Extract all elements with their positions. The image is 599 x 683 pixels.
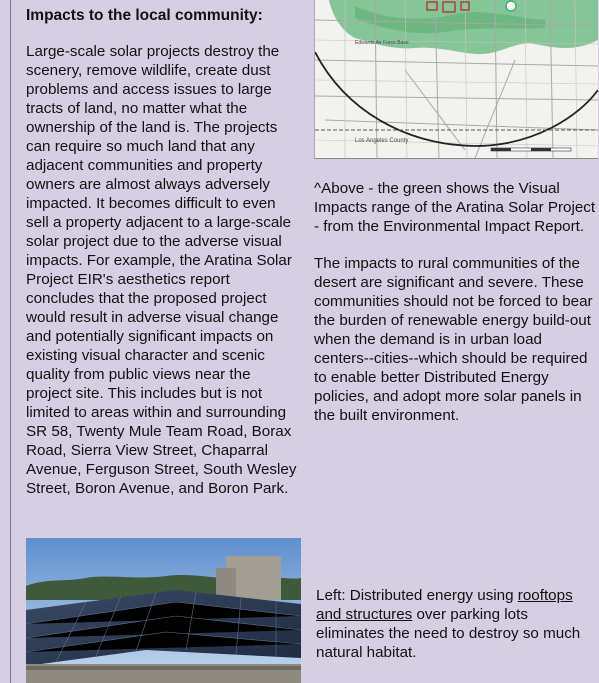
parking-solar-photo [26, 538, 301, 683]
left-border-rule [10, 0, 11, 683]
map-caption: ^Above - the green shows the Visual Impacts range of the Aratina Solar Project - from the Environmental Impact Report. [314, 180, 596, 235]
section-heading: Impacts to the local community: [26, 7, 263, 24]
map-label-base: Edwards Air Force Base [355, 40, 409, 46]
solar-carport-image [26, 538, 301, 683]
map-graphic [315, 0, 598, 158]
rural-impacts-paragraph: The impacts to rural communities of the desert are significant and severe. These communities should not be forced to bear the burden of renewable energy build-out when the demand is in urban load centers--cities--which should be required to enable better Distributed Energy policies, and adopt more solar panels in the built environment. [314, 255, 593, 424]
community-impacts-paragraph: Large-scale solar projects destroy the scenery, remove wildlife, create dust problems and access issues to large tracts of land, no matter what the ownership of the land is. The projects can require so much land that any adjacent communities and property owners are almost always adversely impacted. It becomes difficult to even sell a property adjacent to a large-scale solar project due to the adverse visual impacts. For example, the Aratina Solar Project EIR's aesthetics report concludes that the proposed project would result in adverse visual change and potentially significant impacts on existing visual character and scenic quality from public views near the project site. This includes but is not limited to areas within and surrounding SR 58, Twenty Mule Team Road, Borax Road, Sierra View Street, Chaparral Avenue, Ferguson Street, South Wesley Street, Boron Avenue, and Boron Park. [26, 43, 297, 497]
left-column [26, 6, 298, 498]
right-column [314, 0, 599, 425]
map-label-county: Los Angeles County [355, 138, 409, 144]
visual-impacts-map [314, 0, 598, 159]
photo-caption [316, 586, 596, 662]
photo-caption-lead: Left: Distributed energy using [316, 587, 514, 604]
photo-caption-tail: over parking lots eliminates the need to destroy so much natural habitat. [316, 606, 581, 661]
rooftops-structures-link[interactable]: rooftops and structures [316, 587, 573, 623]
